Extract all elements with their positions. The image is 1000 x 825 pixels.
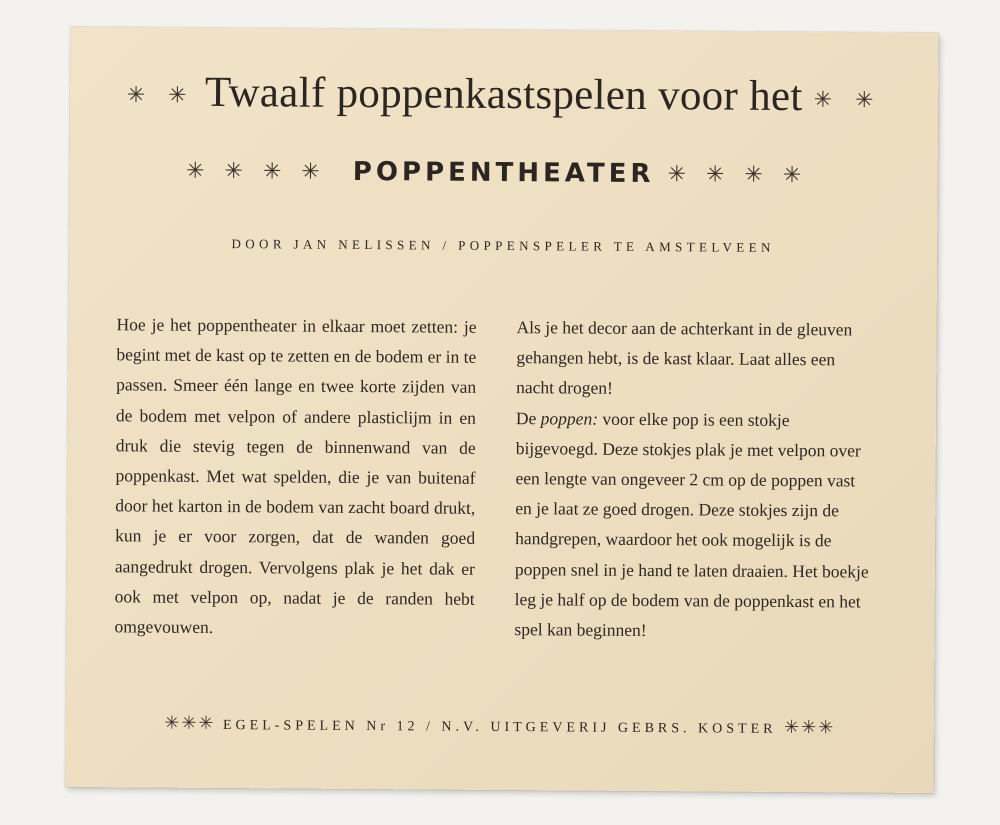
paragraph-start: De xyxy=(515,407,541,428)
publisher-text: EGEL-SPELEN Nr 12 / N.V. UITGEVERIJ GEBRS. KOSTER xyxy=(222,718,777,737)
star-ornament-icon: ✳ ✳ xyxy=(813,87,882,114)
instructions-paragraph: Als je het decor aan de achterkant in de gleuven gehangen hebt, is de kast klaar. Laat alles een nacht drogen! xyxy=(516,317,853,399)
star-ornament-icon: ✳✳✳ xyxy=(783,716,836,739)
star-ornament-icon: ✳✳✳ xyxy=(164,712,216,735)
booklet-cover xyxy=(65,27,938,793)
title-line-1 xyxy=(70,67,938,122)
instructions-paragraph: Hoe je het poppentheater in elkaar moet zetten: je begint met de kast op te zetten en de bodem er in te passen. Smeer één lange en twee korte zijden van de bodem met velpon of andere plasticlijm in en druk die stevig tegen de binnenwand van de poppenkast. Met wat spelden, die je van buitenaf door het karton in de bodem van zacht board drukt, kun je er voor zorgen, dat de wanden goed aangedrukt drogen. Vervolgens plak je het dak er ook met velpon op, nadat je de randen hebt omgevouwen. xyxy=(114,314,477,638)
paragraph-rest: voor elke pop is een stokje bijgevoegd. Deze stokjes plak je met velpon over een lengte van ongeveer 2 cm op de poppen vast en je laat ze goed drogen. Deze stokjes zijn de handgrepen, waardoor het ook mogelijk is de poppen snel in je hand te laten draaien. Het boekje leg je half op de bodem van de poppenkast en het spel kan beginnen! xyxy=(514,408,869,641)
star-ornament-icon: ✳✳✳✳ xyxy=(185,158,340,185)
star-ornament-icon: ✳✳✳✳ xyxy=(667,162,822,189)
main-title: POPPENTHEATER xyxy=(352,156,655,190)
author-byline: DOOR JAN NELISSEN / POPPENSPELER TE AMSTELVEEN xyxy=(231,236,775,255)
puppets-italic-word: poppen: xyxy=(540,407,599,429)
publisher-footer xyxy=(66,712,934,739)
left-column xyxy=(114,309,476,644)
right-column xyxy=(514,312,876,647)
star-ornament-icon: ✳ ✳ xyxy=(126,82,195,109)
puppets-paragraph xyxy=(514,403,876,647)
title-line-2 xyxy=(70,155,938,191)
title-text: Twaalf poppenkastspelen voor het xyxy=(204,68,803,121)
